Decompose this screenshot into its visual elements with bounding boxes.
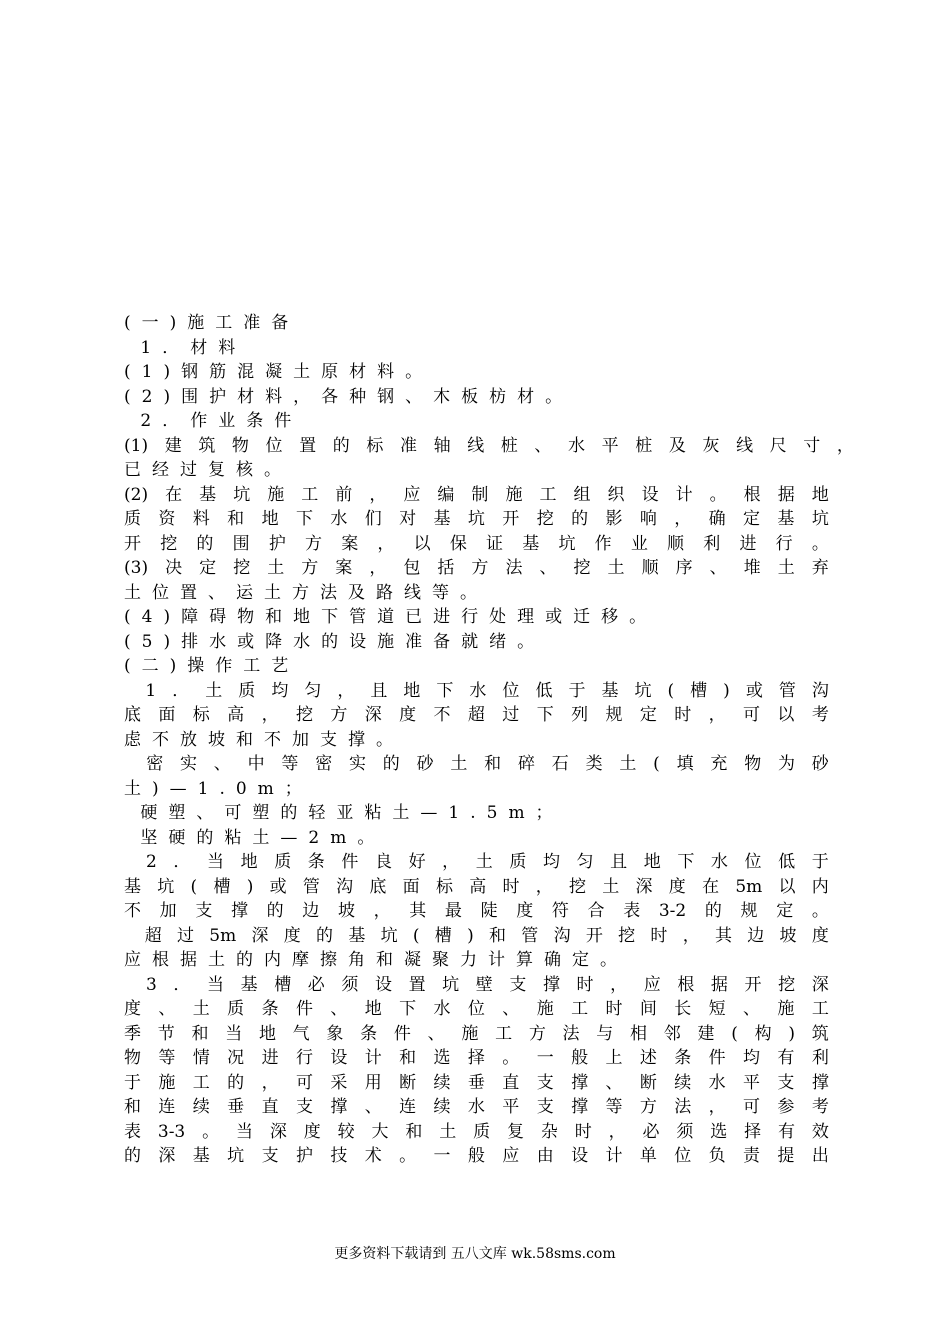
document-line: (3) 决 定 挖 土 方 案 ， 包 括 方 法 、 挖 土 顺 序 、 堆 土 弃 xyxy=(124,558,829,578)
document-body xyxy=(124,311,864,1169)
document-line: 度 、 土 质 条 件 、 地 下 水 位 、 施 工 时 间 长 短 、 施 工 xyxy=(124,999,829,1019)
document-line: 坚硬的粘土—2m。 xyxy=(124,827,386,848)
document-line: 开 挖 的 围 护 方 案 ， 以 保 证 基 坑 作 业 顺 利 进 行 。 xyxy=(124,533,829,554)
page-footer: 更多资料下载请到 五八文库 wk.58sms.com xyxy=(334,1246,616,1262)
document-line: 不 加 支 撑 的 边 坡 ， 其 最 陡 度 符 合 表 3-2 的 规 定 。 xyxy=(124,901,829,921)
document-line: 基 坑 ( 槽 ) 或 管 沟 底 面 标 高 时 ， 挖 土 深 度 在 5m 以 内 xyxy=(124,876,829,897)
document-line: 和 连 续 垂 直 支 撑 、 连 续 水 平 支 撑 等 方 法 ， 可 参 考 xyxy=(124,1097,829,1117)
document-line: 1．材料 xyxy=(124,337,247,358)
document-line: 2．作业条件 xyxy=(124,411,303,431)
document-line: (4)障碍物和地下管道已进行处理或迁移。 xyxy=(124,607,658,627)
document-line: (2) 在 基 坑 施 工 前 ， 应 编 制 施 工 组 织 设 计 。 根 据 地 xyxy=(124,484,829,505)
document-line: (2)围护材料，各种钢、木板枋材。 xyxy=(124,386,574,407)
document-line: 底 面 标 高 ， 挖 方 深 度 不 超 过 下 列 规 定 时 ， 可 以 考 xyxy=(124,705,829,725)
document-line: 季 节 和 当 地 气 象 条 件 、 施 工 方 法 与 相 邻 建 ( 构 ) 筑 xyxy=(124,1023,829,1044)
document-line: 土)—1.0m； xyxy=(124,778,313,799)
document-line: 质 资 料 和 地 下 水 们 对 基 坑 开 挖 的 影 响 ， 确 定 基 坑 xyxy=(124,509,829,529)
document-line: 表 3-3 。 当 深 度 较 大 和 土 质 复 杂 时 ， 必 须 选 择 有 效 xyxy=(124,1121,829,1142)
document-line: 土位置、运土方法及路线等。 xyxy=(124,582,488,603)
document-line: 物 等 情 况 进 行 设 计 和 选 择 。 一 般 上 述 条 件 均 有 利 xyxy=(124,1048,829,1068)
document-line: (二)操作工艺 xyxy=(124,656,300,676)
document-line: 应根据土的内摩擦角和凝聚力计算确定。 xyxy=(124,950,628,970)
document-line: (5)排水或降水的设施准备就绪。 xyxy=(124,631,546,652)
document-line: 1 ． 土 质 均 匀 ， 且 地 下 水 位 低 于 基 坑 ( 槽 ) 或 管 沟 xyxy=(145,680,829,701)
document-line: (1) 建 筑 物 位 置 的 标 准 轴 线 桩 、 水 平 桩 及 灰 线 尺 寸 ， xyxy=(124,435,854,456)
document-line: 虑不放坡和不加支撑。 xyxy=(124,729,404,750)
document-line: 硬塑、可塑的轻亚粘土—1.5m； xyxy=(124,803,564,823)
document-line: (1)钢筋混凝土原材料。 xyxy=(124,362,434,382)
document-line: 3 ． 当 基 槽 必 须 设 置 坑 壁 支 撑 时 ， 应 根 据 开 挖 深 xyxy=(146,974,829,995)
document-line: 已经过复核。 xyxy=(124,460,292,480)
document-line: 于 施 工 的 ， 可 采 用 断 续 垂 直 支 撑 、 断 续 水 平 支 撑 xyxy=(124,1072,829,1093)
document-line: (一)施工准备 xyxy=(124,313,300,333)
document-line: 的 深 基 坑 支 护 技 术 。 一 般 应 由 设 计 单 位 负 责 提 出 xyxy=(124,1146,829,1166)
document-line: 2 ． 当 地 质 条 件 良 好 ， 土 质 均 匀 且 地 下 水 位 低 于 xyxy=(146,852,829,872)
document-line: 超 过 5m 深 度 的 基 坑 ( 槽 ) 和 管 沟 开 挖 时 ， 其 边 坡 度 xyxy=(144,925,829,946)
document-line: 密 实 、 中 等 密 实 的 砂 土 和 碎 石 类 土 ( 填 充 物 为 砂 xyxy=(146,754,829,774)
